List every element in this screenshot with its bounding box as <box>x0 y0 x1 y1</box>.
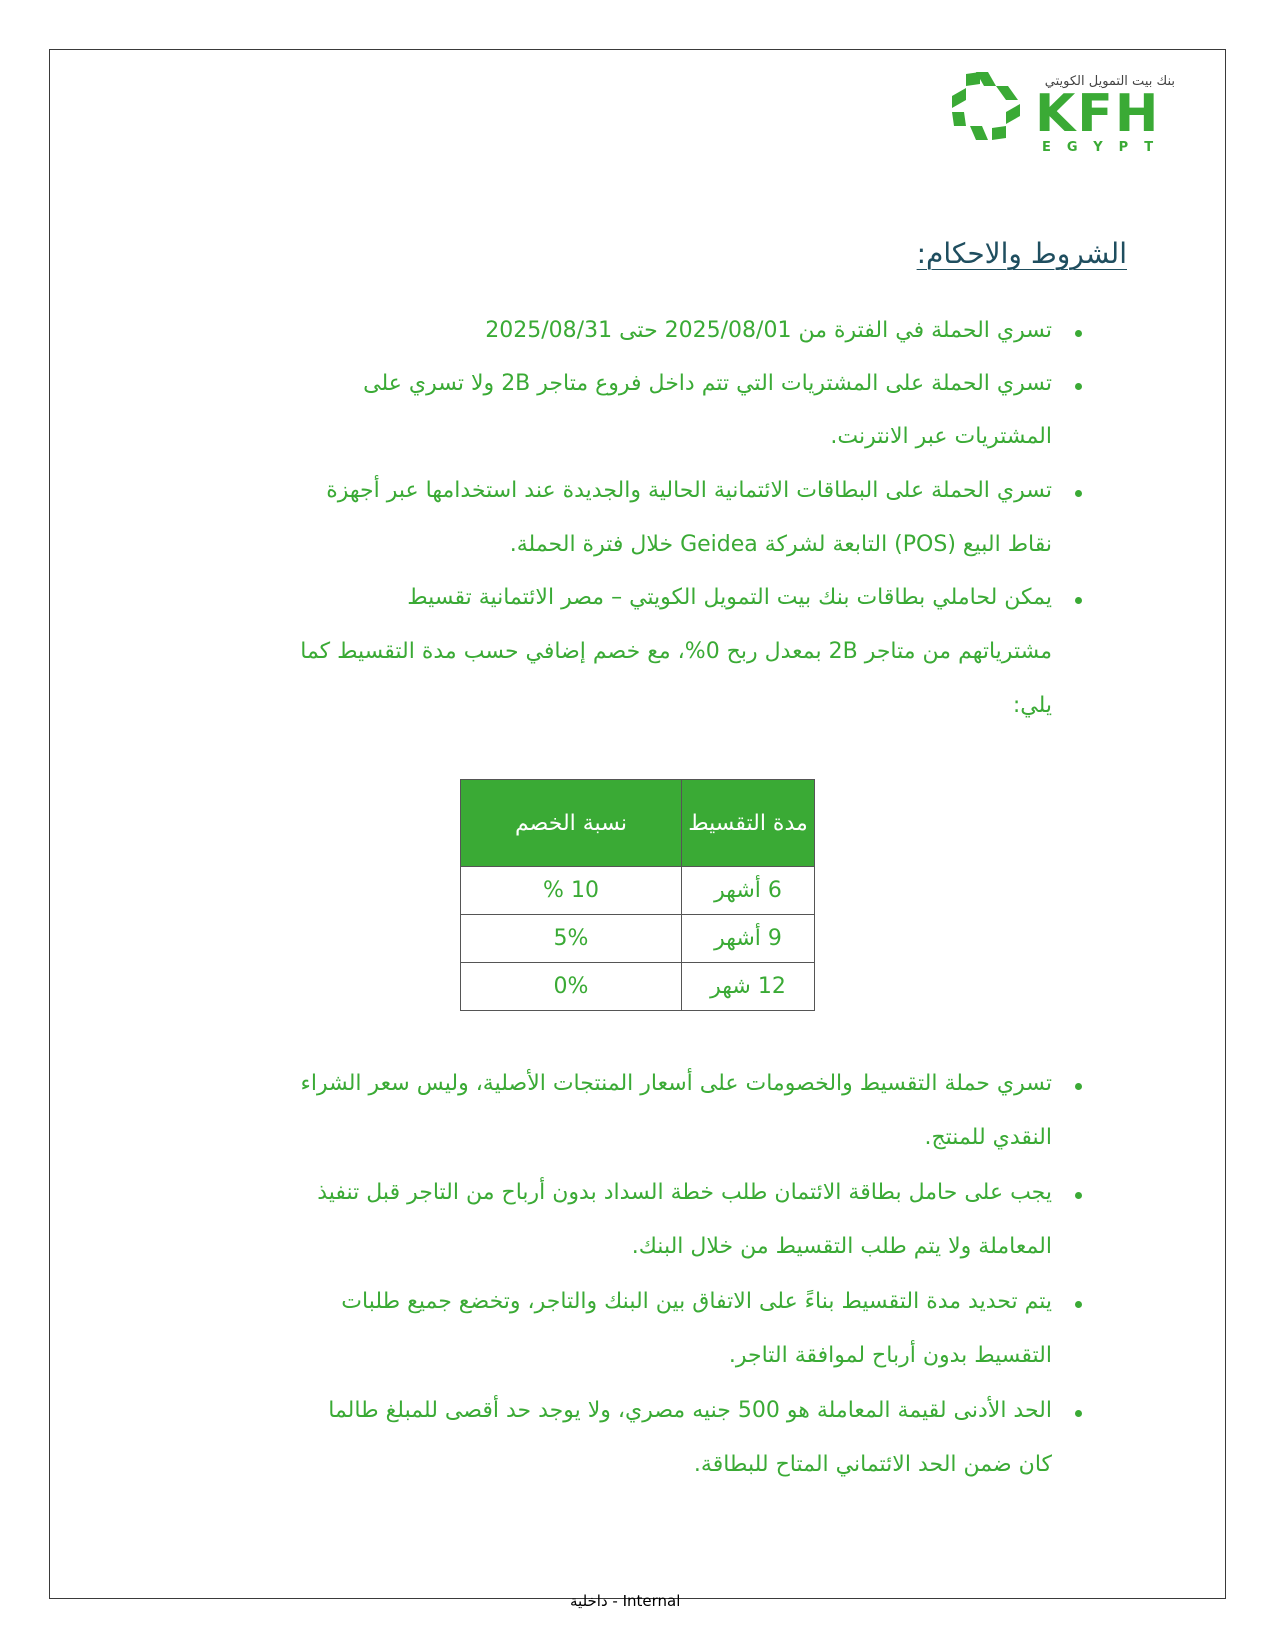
list-item-line: تسري الحملة على المشتريات التي تتم داخل فروع متاجر 2B ولا تسري على <box>363 371 1052 396</box>
list-item-line: المشتريات عبر الانترنت. <box>830 424 1052 449</box>
list-item-line: المعاملة ولا يتم طلب التقسيط من خلال البنك. <box>631 1234 1052 1259</box>
list-item-line: كان ضمن الحد الائتماني المتاح للبطاقة. <box>693 1452 1052 1477</box>
list-item-line: تسري حملة التقسيط والخصومات على أسعار المنتجات الأصلية، وليس سعر الشراء <box>300 1071 1052 1096</box>
list-item-line: تسري الحملة في الفترة من 2025/08/01 حتى 2025/08/31 <box>485 318 1052 343</box>
logo-arabic-name: بنك بيت التمويل الكويتي <box>1044 74 1175 89</box>
list-item-line: يمكن لحاملي بطاقات بنك بيت التمويل الكويتي – مصر الائتمانية تقسيط <box>407 585 1052 610</box>
bullet-icon <box>1075 1083 1082 1090</box>
bullet-icon <box>1075 330 1082 337</box>
bullet-icon <box>1075 383 1082 390</box>
table-cell: 0% <box>461 963 682 1011</box>
list-item-line: يجب على حامل بطاقة الائتمان طلب خطة السداد بدون أرباح من التاجر قبل تنفيذ <box>317 1180 1052 1205</box>
table-row <box>461 867 815 915</box>
logo-brand: KFH <box>1035 84 1161 144</box>
table-cell: 9 أشهر <box>682 915 815 963</box>
list-item-line: نقاط البيع (POS) التابعة لشركة Geidea خلال فترة الحملة. <box>509 532 1052 557</box>
bullet-icon <box>1075 1192 1082 1199</box>
table-row <box>461 963 815 1011</box>
list-item-line: مشترياتهم من متاجر 2B بمعدل ربح 0%، مع خصم إضافي حسب مدة التقسيط كما <box>300 639 1052 664</box>
logo-country: EGYPT <box>1042 140 1170 155</box>
table-row <box>461 915 815 963</box>
bullet-icon <box>1075 1301 1082 1308</box>
kfh-logo <box>950 68 1180 158</box>
list-item-line: النقدي للمنتج. <box>924 1125 1052 1150</box>
discount-table <box>460 779 815 1011</box>
table-header: نسبة الخصم <box>461 780 682 867</box>
list-item-line: الحد الأدنى لقيمة المعاملة هو 500 جنيه مصري، ولا يوجد حد أقصى للمبلغ طالما <box>328 1398 1052 1423</box>
list-item-line: التقسيط بدون أرباح لموافقة التاجر. <box>728 1343 1052 1368</box>
page-title: الشروط والاحكام: <box>916 237 1127 270</box>
list-item-line: تسري الحملة على البطاقات الائتمانية الحالية والجديدة عند استخدامها عبر أجهزة <box>326 478 1052 503</box>
classification-footer: داخلية - Internal <box>570 1592 681 1610</box>
table-header: مدة التقسيط <box>682 780 815 867</box>
list-item-line: يلي: <box>1012 693 1052 718</box>
table-cell: 12 شهر <box>682 963 815 1011</box>
bullet-icon <box>1075 597 1082 604</box>
table-cell: 6 أشهر <box>682 867 815 915</box>
table-cell: 5% <box>461 915 682 963</box>
bullet-icon <box>1075 1410 1082 1417</box>
bullet-icon <box>1075 490 1082 497</box>
kfh-emblem-icon <box>950 70 1022 142</box>
list-item-line: يتم تحديد مدة التقسيط بناءً على الاتفاق بين البنك والتاجر، وتخضع جميع طلبات <box>341 1289 1052 1314</box>
table-header-row <box>461 780 815 867</box>
table-cell: 10 % <box>461 867 682 915</box>
